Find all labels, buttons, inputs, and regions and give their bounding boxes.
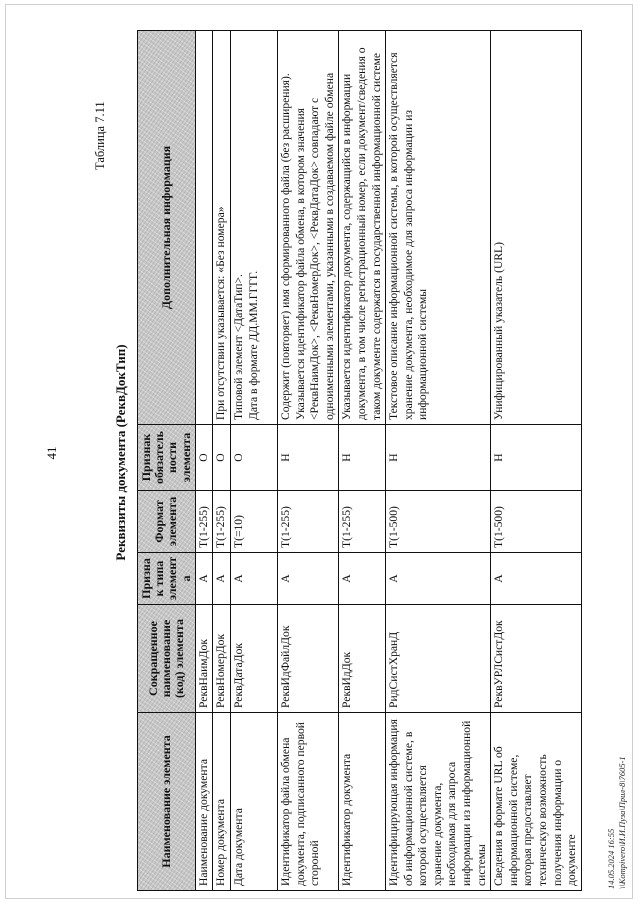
cell-format: T(1-500)	[491, 491, 582, 553]
cell-code: РидСистХранД	[386, 605, 491, 713]
cell-code: РеквИдФайлДок	[277, 605, 338, 713]
cell-info: При отсутствии указывается: «Без номера»	[213, 31, 231, 425]
cell-required: О	[213, 425, 231, 491]
cell-code: РеквНаимДок	[195, 605, 213, 713]
table-row	[213, 31, 231, 891]
col-header-required: Признак обязательности элемента	[138, 425, 196, 491]
cell-type: А	[230, 553, 277, 605]
table-header-row	[138, 31, 196, 891]
cell-info: Унифицированный указатель (URL)	[491, 31, 582, 425]
cell-info: Текстовое описание информационной системы, в которой осуществляется хранение документа, необходимое для запроса информации из информационной системы	[386, 31, 491, 425]
cell-type: А	[195, 553, 213, 605]
footer-timestamp: 14.05.2024 16:55	[606, 828, 616, 889]
cell-required: Н	[491, 425, 582, 491]
table-row	[230, 31, 277, 891]
cell-type: А	[386, 553, 491, 605]
footer-path: \\Kompivero\И.И.Пуза\Прил-8\7605-1	[616, 756, 627, 889]
table-row	[277, 31, 338, 891]
table-row	[491, 31, 582, 891]
cell-type: А	[277, 553, 338, 605]
cell-code: РеквДатаДок	[230, 605, 277, 713]
cell-type: А	[339, 553, 386, 605]
cell-code: РеквИдДок	[339, 605, 386, 713]
footer-stamp	[606, 756, 627, 889]
cell-type: А	[491, 553, 582, 605]
col-header-type: Признак типа элемента	[138, 553, 196, 605]
cell-name: Наименование документа	[195, 713, 213, 891]
cell-name: Идентификатор документа	[339, 713, 386, 891]
col-header-info: Дополнительная информация	[138, 31, 196, 425]
cell-code: РеквУРЛСистДок	[491, 605, 582, 713]
requisites-table	[137, 30, 582, 891]
cell-format: T(1-255)	[277, 491, 338, 553]
cell-name: Идентифицирующая информация об информационной системе, в которой осуществляется хранение документа, необходимая для запроса информации из информационной системы	[386, 713, 491, 891]
cell-required: Н	[277, 425, 338, 491]
cell-required: Н	[339, 425, 386, 491]
col-header-name: Наименование элемента	[138, 713, 196, 891]
cell-name: Сведения в формате URL об информационной системе, которая предоставляет техническую возможность получения информации о документе	[491, 713, 582, 891]
cell-required: Н	[386, 425, 491, 491]
col-header-code: Сокращенное наименование (код) элемента	[138, 605, 196, 713]
page-number: 41	[44, 446, 59, 460]
cell-format: T(=10)	[230, 491, 277, 553]
cell-name: Номер документа	[213, 713, 231, 891]
cell-name: Идентификатор файла обмена документа, подписанного первой стороной	[277, 713, 338, 891]
table-row	[339, 31, 386, 891]
cell-info: Указывается идентификатор документа, содержащийся в информации документа, в том числе регистрационный номер, если документ/сведения о таком документе содержатся в государственной информационной системе	[339, 31, 386, 425]
cell-format: T(1-255)	[213, 491, 231, 553]
table-title: Реквизиты документа (РеквДокТип)	[113, 344, 128, 561]
cell-format: T(1-255)	[195, 491, 213, 553]
cell-info	[195, 31, 213, 425]
col-header-format: Формат элемента	[138, 491, 196, 553]
table-row	[386, 31, 491, 891]
cell-info: Типовой элемент <ДатаТип>. Дата в формате ДД.ММ.ГГГГ.	[230, 31, 277, 425]
cell-required: О	[230, 425, 277, 491]
cell-type: А	[213, 553, 231, 605]
cell-format: T(1-255)	[339, 491, 386, 553]
cell-required: О	[195, 425, 213, 491]
table-row	[195, 31, 213, 891]
cell-code: РеквНомерДок	[213, 605, 231, 713]
cell-name: Дата документа	[230, 713, 277, 891]
table-label: Таблица 7.11	[93, 101, 107, 170]
cell-format: T(1-500)	[386, 491, 491, 553]
cell-info: Содержит (повторяет) имя сформированного файла (без расширения). Указывается идентификатор файла обмена, в котором значения <РеквНаимДок>, <РеквНомерДок>, <РеквДатаДок> совпадают с одноименными элементами, указанными в создаваемом файле обмена	[277, 31, 338, 425]
